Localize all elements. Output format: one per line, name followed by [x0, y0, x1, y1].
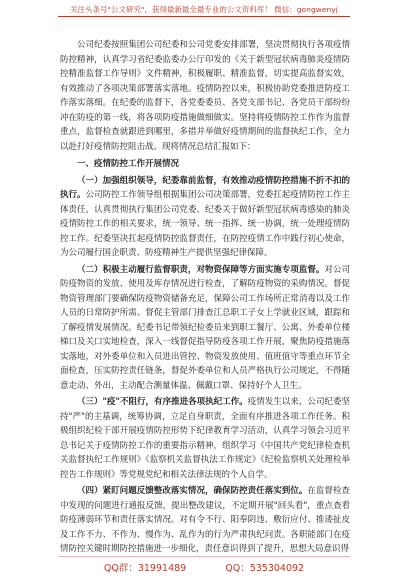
intro-paragraph: 公司纪委按照集团公司纪委和公司党委安排部署，坚决贯彻执行各项疫情防控精神，认真学习省纪委监委办公厅印发的《关于新型冠状病毒肺炎疫情防控精准监督工作导则》文件精神，积极履职、精准监督，切实提高监督实效，有效推动了各项决策部署落实落地。疫情防控以来，积极协助党委推进防疫工作落实落细。在纪委的监督下，各党委委员、各党支部书记、各党员干部纷纷冲在防疫的第一线，将各项防疫措施做细做实。坚持将疫情防控工作作为监督重点，监督检查就跟进到哪里，多措并举做好疫情期间的监督执纪工作，全力以赴打好疫情防控阻击战。现将情况总结汇报如下： [60, 40, 350, 152]
paragraph-4-lead: （四）紧盯问题反馈整改落实情况，确保防控责任落实到位。 [77, 486, 308, 496]
paragraph-3-lead: （三）"疫"不阻行，有序推进各项执纪工作。 [77, 397, 248, 407]
footer-qq: QQ：535304092 [225, 563, 305, 574]
paragraph-1 [60, 174, 350, 261]
section-heading: 一、疫情防控工作开展情况 [77, 159, 180, 169]
paragraph-1-text: 公司防控工作领导组根据集团公司决策部署，党委扛起疫情防控工作主体责任，认真贯彻执行集团公司党委、纪委关于做好新型冠状病毒感染的肺炎疫情防控工作的相关要求，统一领导、统一指挥、统一协调，统一处理疫情防控工作。纪委坚决扛起疫情防控监督责任，在防控疫情工作中践行初心使命，为公司履行国企职责、防疫精神生产提供坚强纪律保障。 [60, 190, 350, 258]
header-banner: 关注头条号"公文研究"，获得最新最全最专业的公文资料库！ 微信：gongwenyj [70, 5, 338, 14]
paragraph-4 [60, 484, 350, 557]
paragraph-3 [60, 395, 350, 482]
paragraph-2 [60, 263, 350, 394]
document-body [60, 38, 350, 559]
header-divider [58, 16, 350, 17]
footer-qq-group: QQ群：31991489 [103, 563, 187, 574]
paragraph-4-text: 在监督检查中发现的问题进行通报反馈，提出整改建议，不定期开展"回头看"，重点查看防疫薄弱环节和责任落实情况。对有令不行、阳奉阴违、敷衍应付、推诿扯皮及工作不力、不作为、慢作为、乱作为的行为严肃执纪问责。各职能部门在疫情防控关键时期防控措施进一步细化，责任意识得到了提升，思想大局意识得 [60, 486, 350, 554]
paragraph-2-text: 对公司防疫物资的发放、使用及库存情况进行检查，了解防疫物资的采购情况。督促物资管理部门要确保防疫物资储备充足，保障公司工作场所正常消毒以及工作人员的日常防护所需。督促主管部门排查江总职工子女上学就业区域，跟踪和了解疫情发展情况。纪委书记带领纪检委员来到职工餐厅、公寓、外委单位楼梯口及关口实地检查，深入一线督促指导防疫各项工作开展，聚焦防疫措施落实落地，对外委单位和入员进出管控、物资发放使用、值班值守等重点环节全面检查，压实防控责任链条，督促外委单位和人员严格执行公司规定，不得随意走动、外出，主动配合测量体温、佩戴口罩、保持好个人卫生。 [60, 264, 350, 391]
paragraph-3-text: 疫情发生以来，公司纪委坚持"严"的主基调，统筹协调，立足自身职责，全面有序推进各项工作任务。积极组织纪检干部开展疫情防控形势下纪律教育学习活动，认真学习领会习近平总书记关于疫情防控工作的重要指示精神，组织学习《中国共产党纪律检查机关监督执纪工作规则》《监察机关监督执法工作规定》《纪检监察机关处理检举控告工作规则》等党规党纪和相关法律法规的个人自学。 [60, 397, 350, 480]
footer [0, 560, 408, 574]
paragraph-2-lead: （二）积极主动履行监督职责，对物资保障等方面实施专项监督。 [77, 264, 325, 275]
paragraph-1-lead: （一）加强组织领导，纪委靠前监督，有效推动疫情防控措施不折不扣的执行。 [60, 175, 350, 200]
footer-divider [58, 556, 350, 557]
